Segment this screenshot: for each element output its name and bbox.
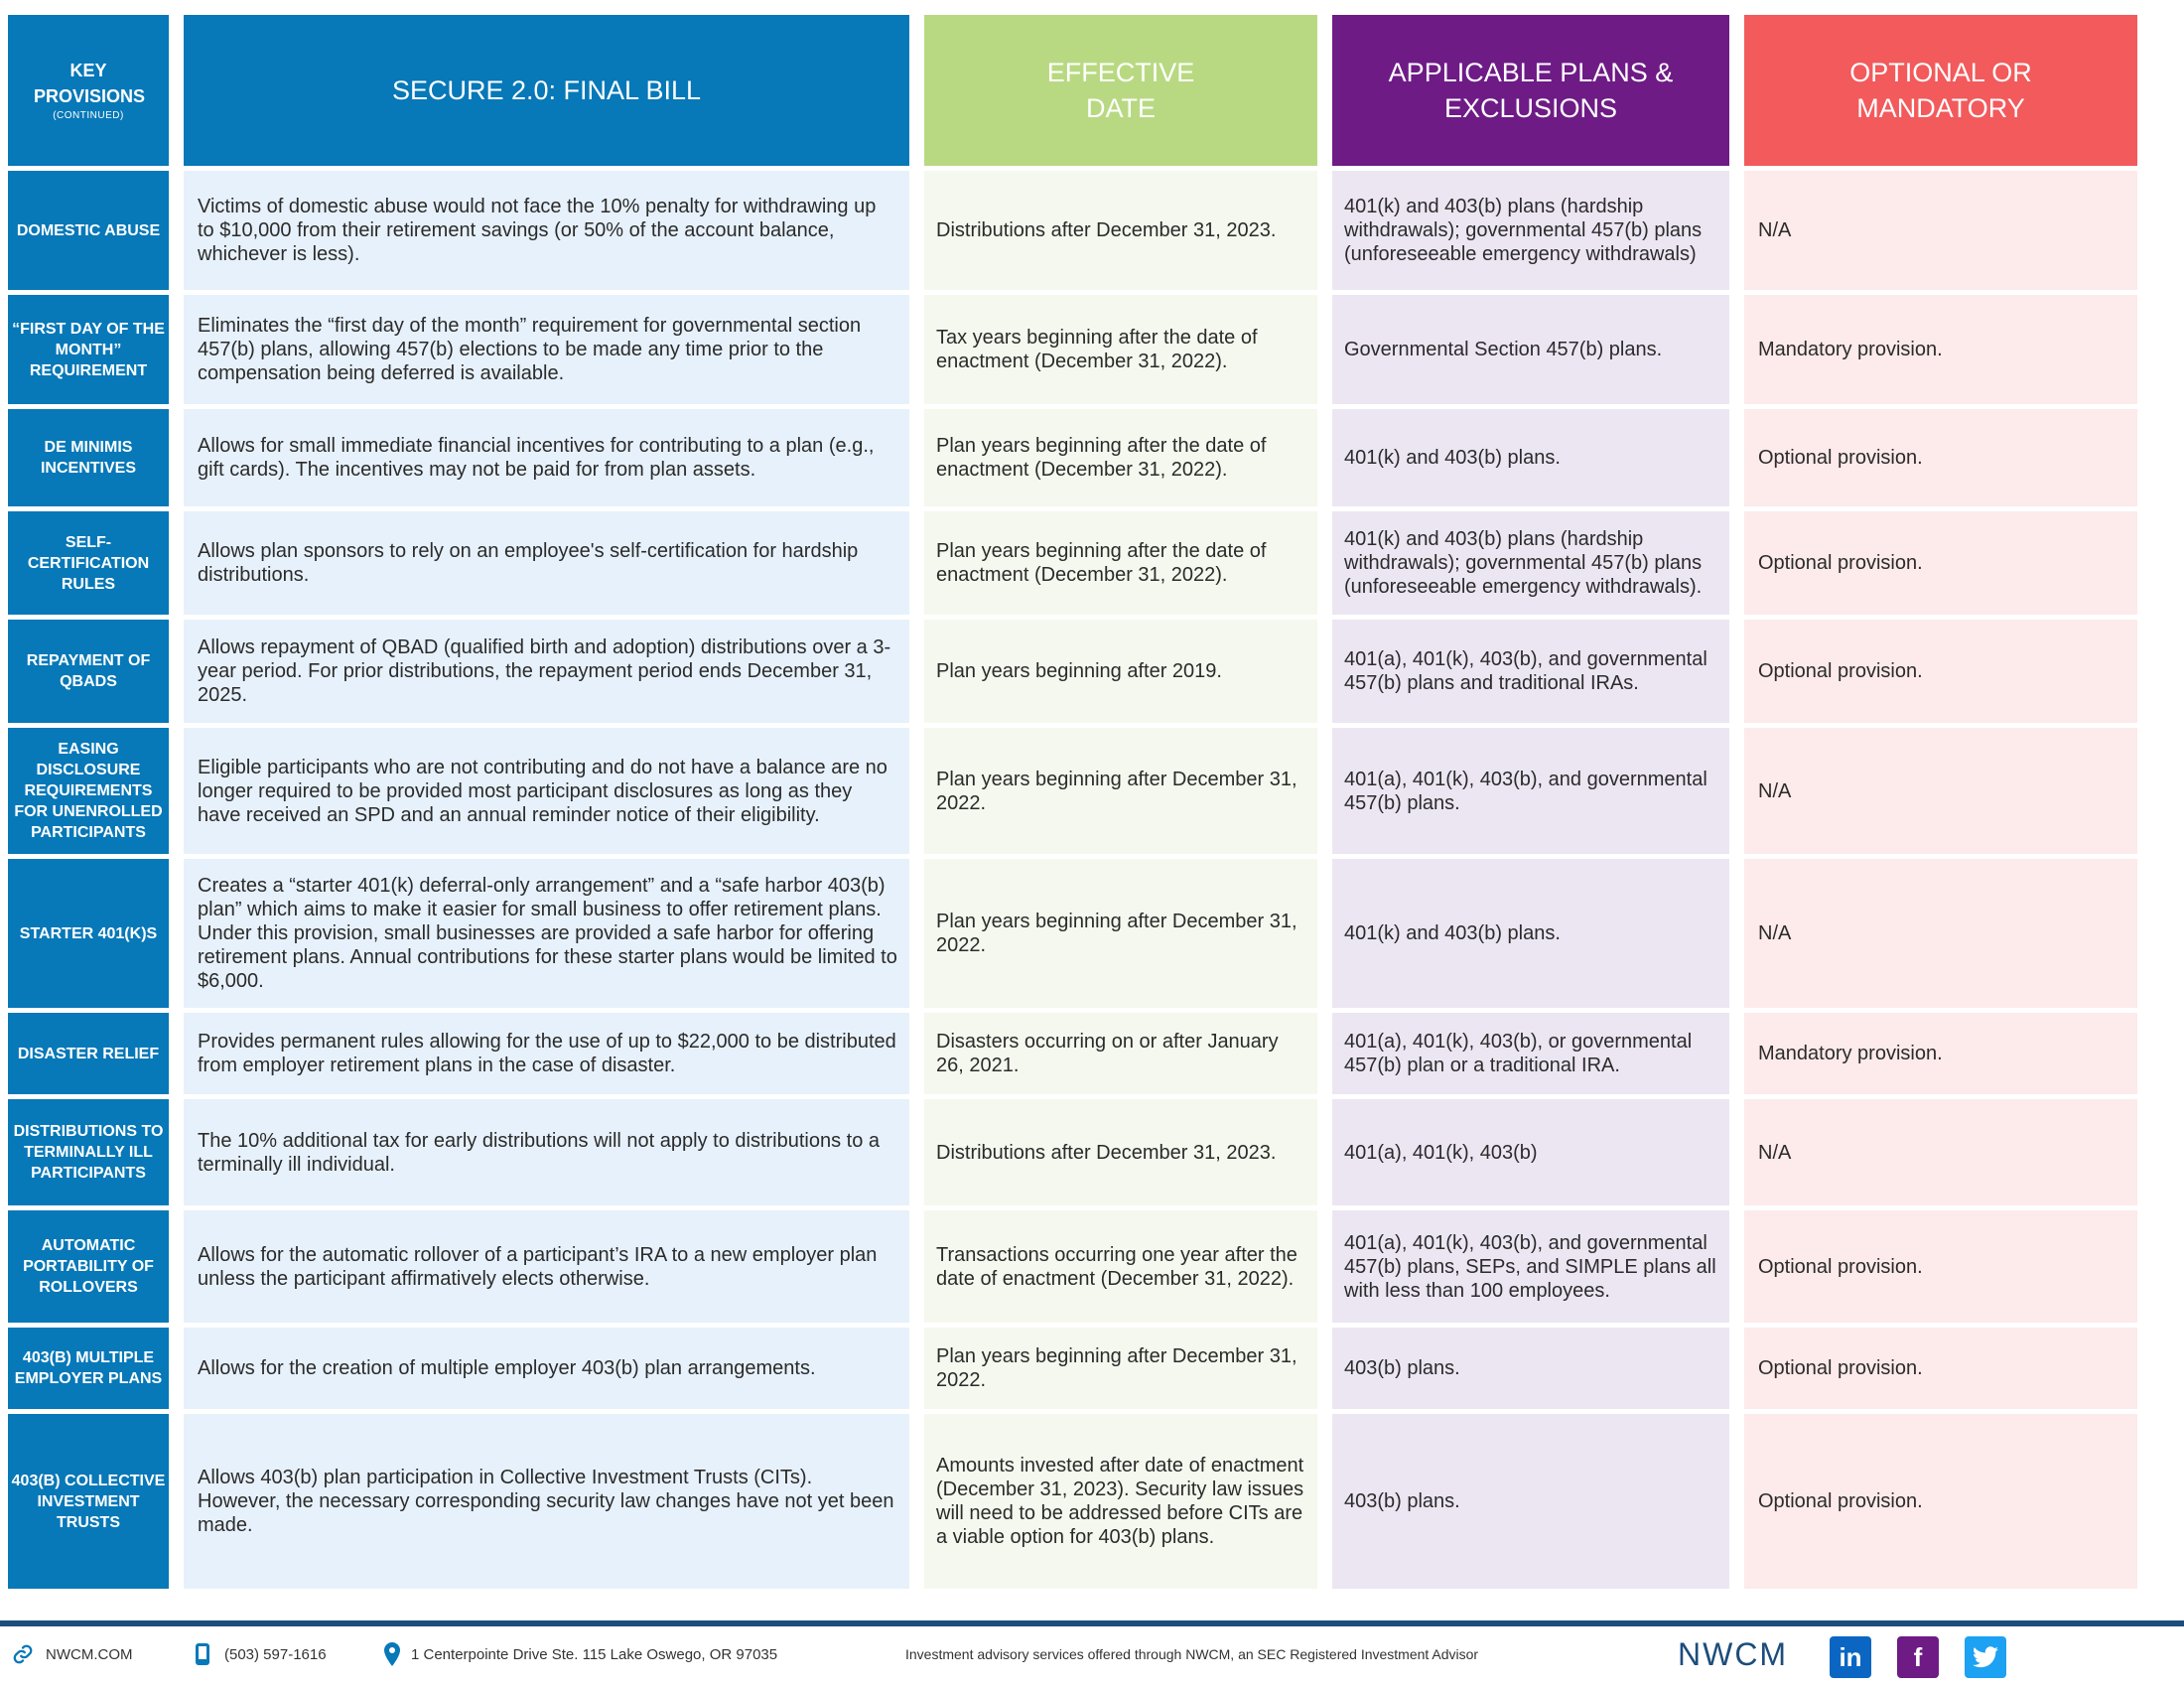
row-optional-mandatory: Optional provision.	[1744, 1210, 2137, 1323]
row-optional-mandatory: Optional provision.	[1744, 409, 2137, 506]
header-key-subtitle: (CONTINUED)	[53, 110, 124, 121]
row-key: AUTOMATIC PORTABILITY OF ROLLOVERS	[8, 1210, 169, 1323]
row-optional-mandatory: Optional provision.	[1744, 1414, 2137, 1589]
provisions-table	[8, 15, 2154, 1598]
header-final-bill-label: SECURE 2.0: FINAL BILL	[391, 75, 702, 105]
linkedin-glyph: in	[1839, 1641, 1862, 1672]
phone-link[interactable]	[195, 1636, 327, 1672]
row-key: SELF-CERTIFICATION RULES	[8, 511, 169, 615]
row-applicable-plans: 401(k) and 403(b) plans.	[1332, 859, 1729, 1008]
row-optional-mandatory: N/A	[1744, 1099, 2137, 1205]
header-optional-mandatory-label: OPTIONAL OR MANDATORY	[1849, 58, 2032, 123]
row-optional-mandatory: N/A	[1744, 859, 2137, 1008]
row-optional-mandatory: Mandatory provision.	[1744, 1013, 2137, 1094]
row-bill-text: Allows plan sponsors to rely on an employee's self-certification for hardship distributions.	[184, 511, 909, 615]
header-final-bill	[184, 15, 909, 166]
phone-icon	[195, 1642, 210, 1666]
row-effective-date: Plan years beginning after December 31, 2022.	[924, 859, 1317, 1008]
footer-divider	[0, 1620, 2184, 1626]
row-bill-text: The 10% additional tax for early distributions will not apply to distributions to a terminally ill individual.	[184, 1099, 909, 1205]
website-link[interactable]	[12, 1636, 132, 1672]
row-optional-mandatory: Optional provision.	[1744, 1328, 2137, 1409]
row-applicable-plans: 401(a), 401(k), 403(b)	[1332, 1099, 1729, 1205]
twitter-icon[interactable]	[1965, 1636, 2006, 1678]
row-bill-text: Provides permanent rules allowing for the use of up to $22,000 to be distributed from employer retirement plans in the case of disaster.	[184, 1013, 909, 1094]
row-optional-mandatory: Optional provision.	[1744, 511, 2137, 615]
row-applicable-plans: 401(a), 401(k), 403(b), or governmental 457(b) plan or a traditional IRA.	[1332, 1013, 1729, 1094]
row-bill-text: Allows for the automatic rollover of a participant’s IRA to a new employer plan unless the participant affirmatively elects otherwise.	[184, 1210, 909, 1323]
twitter-bird-glyph	[1973, 1646, 1998, 1668]
header-effective-date-label: EFFECTIVE DATE	[1046, 58, 1195, 123]
row-bill-text: Eligible participants who are not contributing and do not have a balance are no longer required to be provided most participant disclosures as long as they have received an SPD and an annual reminder notice of their eligibility.	[184, 728, 909, 854]
nwcm-logo	[1678, 1636, 1788, 1672]
row-applicable-plans: 401(k) and 403(b) plans (hardship withdrawals); governmental 457(b) plans (unforeseeable emergency withdrawals)	[1332, 171, 1729, 290]
row-key: DOMESTIC ABUSE	[8, 171, 169, 290]
header-applicable-plans	[1332, 15, 1729, 166]
row-bill-text: Allows for small immediate financial incentives for contributing to a plan (e.g., gift cards). The incentives may not be paid for from plan assets.	[184, 409, 909, 506]
row-effective-date: Plan years beginning after 2019.	[924, 620, 1317, 723]
website-text: NWCM.COM	[46, 1645, 133, 1663]
row-key: DE MINIMIS INCENTIVES	[8, 409, 169, 506]
header-key-title: KEY PROVISIONS	[34, 61, 146, 106]
row-effective-date: Plan years beginning after the date of enactment (December 31, 2022).	[924, 511, 1317, 615]
row-key: 403(B) COLLECTIVE INVESTMENT TRUSTS	[8, 1414, 169, 1589]
row-optional-mandatory: N/A	[1744, 171, 2137, 290]
address-link[interactable]	[383, 1636, 777, 1672]
row-bill-text: Allows for the creation of multiple employer 403(b) plan arrangements.	[184, 1328, 909, 1409]
link-icon	[12, 1643, 34, 1665]
row-effective-date: Plan years beginning after December 31, 2022.	[924, 1328, 1317, 1409]
row-bill-text: Allows 403(b) plan participation in Collective Investment Trusts (CITs). However, the necessary corresponding security law changes have not yet been made.	[184, 1414, 909, 1589]
row-applicable-plans: 401(k) and 403(b) plans (hardship withdrawals); governmental 457(b) plans (unforeseeable emergency withdrawals).	[1332, 511, 1729, 615]
row-key: 403(B) MULTIPLE EMPLOYER PLANS	[8, 1328, 169, 1409]
row-key: EASING DISCLOSURE REQUIREMENTS FOR UNENROLLED PARTICIPANTS	[8, 728, 169, 854]
row-effective-date: Amounts invested after date of enactment (December 31, 2023). Security law issues will need to be addressed before CITs are a viable option for 403(b) plans.	[924, 1414, 1317, 1589]
row-key: STARTER 401(K)S	[8, 859, 169, 1008]
row-effective-date: Disasters occurring on or after January 26, 2021.	[924, 1013, 1317, 1094]
facebook-glyph: f	[1913, 1641, 1923, 1672]
row-key: DISTRIBUTIONS TO TERMINALLY ILL PARTICIPANTS	[8, 1099, 169, 1205]
row-effective-date: Plan years beginning after the date of enactment (December 31, 2022).	[924, 409, 1317, 506]
location-pin-icon	[383, 1642, 401, 1666]
row-key: DISASTER RELIEF	[8, 1013, 169, 1094]
disclaimer-text: Investment advisory services offered through NWCM, an SEC Registered Investment Advisor	[905, 1646, 1479, 1662]
disclaimer	[905, 1636, 1478, 1672]
header-key-provisions	[8, 15, 169, 166]
row-applicable-plans: 401(a), 401(k), 403(b), and governmental 457(b) plans.	[1332, 728, 1729, 854]
row-bill-text: Creates a “starter 401(k) deferral-only arrangement” and a “safe harbor 403(b) plan” which aims to make it easier for small business to offer retirement plans. Under this provision, small businesses are provided a safe harbor for offering retirement plans. Annual contributions for these starter plans would be limited to $6,000.	[184, 859, 909, 1008]
facebook-icon[interactable]	[1897, 1636, 1939, 1678]
row-key: “FIRST DAY OF THE MONTH” REQUIREMENT	[8, 295, 169, 404]
header-optional-mandatory	[1744, 15, 2137, 166]
phone-text: (503) 597-1616	[224, 1645, 327, 1663]
row-optional-mandatory: Mandatory provision.	[1744, 295, 2137, 404]
row-applicable-plans: 403(b) plans.	[1332, 1328, 1729, 1409]
linkedin-icon[interactable]	[1830, 1636, 1871, 1678]
row-effective-date: Tax years beginning after the date of enactment (December 31, 2022).	[924, 295, 1317, 404]
address-text: 1 Centerpointe Drive Ste. 115 Lake Oswego, OR 97035	[411, 1645, 778, 1663]
row-optional-mandatory: Optional provision.	[1744, 620, 2137, 723]
row-applicable-plans: 401(k) and 403(b) plans.	[1332, 409, 1729, 506]
row-bill-text: Eliminates the “first day of the month” requirement for governmental section 457(b) plans, allowing 457(b) elections to be made any time prior to the compensation being deferred is available.	[184, 295, 909, 404]
row-effective-date: Plan years beginning after December 31, 2022.	[924, 728, 1317, 854]
header-applicable-plans-label: APPLICABLE PLANS & EXCLUSIONS	[1388, 58, 1674, 123]
row-bill-text: Victims of domestic abuse would not face the 10% penalty for withdrawing up to $10,000 from their retirement savings (or 50% of the account balance, whichever is less).	[184, 171, 909, 290]
row-key: REPAYMENT OF QBADS	[8, 620, 169, 723]
row-applicable-plans: 403(b) plans.	[1332, 1414, 1729, 1589]
row-effective-date: Transactions occurring one year after the date of enactment (December 31, 2022).	[924, 1210, 1317, 1323]
header-effective-date	[924, 15, 1317, 166]
logo-text: NWCM	[1678, 1635, 1789, 1672]
row-applicable-plans: Governmental Section 457(b) plans.	[1332, 295, 1729, 404]
row-applicable-plans: 401(a), 401(k), 403(b), and governmental 457(b) plans, SEPs, and SIMPLE plans all with less than 100 employees.	[1332, 1210, 1729, 1323]
row-optional-mandatory: N/A	[1744, 728, 2137, 854]
row-bill-text: Allows repayment of QBAD (qualified birth and adoption) distributions over a 3-year period. For prior distributions, the repayment period ends December 31, 2025.	[184, 620, 909, 723]
row-effective-date: Distributions after December 31, 2023.	[924, 1099, 1317, 1205]
row-applicable-plans: 401(a), 401(k), 403(b), and governmental 457(b) plans and traditional IRAs.	[1332, 620, 1729, 723]
row-effective-date: Distributions after December 31, 2023.	[924, 171, 1317, 290]
